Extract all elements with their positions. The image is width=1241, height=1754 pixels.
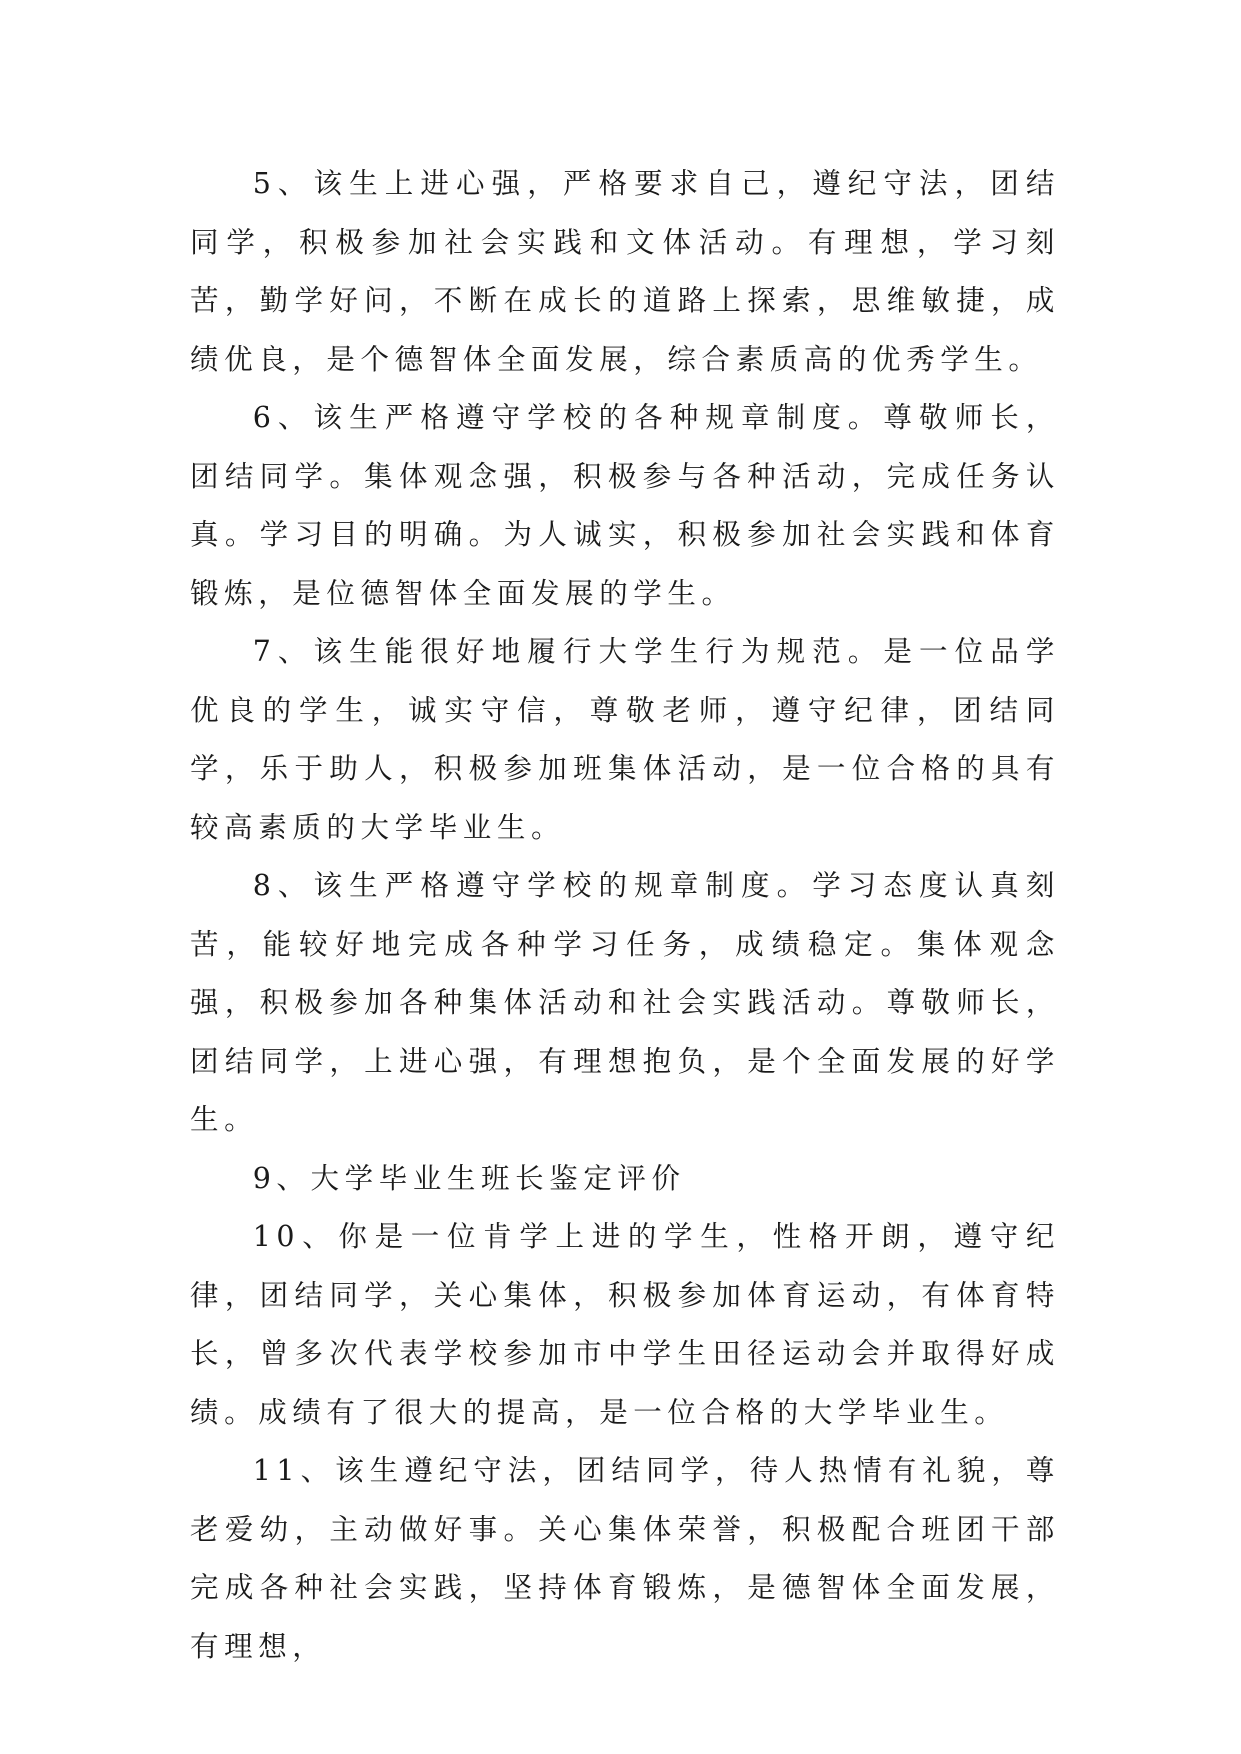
paragraph-6: 6、该生严格遵守学校的各种规章制度。尊敬师长，团结同学。集体观念强，积极参与各种活动，完成任务认真。学习目的明确。为人诚实，积极参加社会实践和体育锻炼，是位德智体全面发展的学生。 xyxy=(190,401,1060,610)
paragraph-8: 8、该生严格遵守学校的规章制度。学习态度认真刻苦，能较好地完成各种学习任务，成绩稳定。集体观念强，积极参加各种集体活动和社会实践活动。尊敬师长，团结同学，上进心强，有理想抱负，是个全面发展的好学生。 xyxy=(190,869,1060,1136)
paragraph-10: 10、你是一位肯学上进的学生，性格开朗，遵守纪律，团结同学，关心集体，积极参加体育运动，有体育特长，曾多次代表学校参加市中学生田径运动会并取得好成绩。成绩有了很大的提高，是一位合格的大学毕业生。 xyxy=(190,1220,1060,1429)
paragraph-5: 5、该生上进心强，严格要求自己，遵纪守法，团结同学，积极参加社会实践和文体活动。有理想，学习刻苦，勤学好问，不断在成长的道路上探索，思维敏捷，成绩优良，是个德智体全面发展，综合素质高的优秀学生。 xyxy=(190,167,1060,376)
paragraph-11: 11、该生遵纪守法，团结同学，待人热情有礼貌，尊老爱幼，主动做好事。关心集体荣誉，积极配合班团干部完成各种社会实践，坚持体育锻炼，是德智体全面发展，有理想， xyxy=(190,1454,1060,1663)
paragraph-7: 7、该生能很好地履行大学生行为规范。是一位品学优良的学生，诚实守信，尊敬老师，遵守纪律，团结同学，乐于助人，积极参加班集体活动，是一位合格的具有较高素质的大学毕业生。 xyxy=(190,635,1060,844)
paragraph-9-heading: 9、大学毕业生班长鉴定评价 xyxy=(252,1161,686,1195)
document-body xyxy=(190,155,1060,1676)
